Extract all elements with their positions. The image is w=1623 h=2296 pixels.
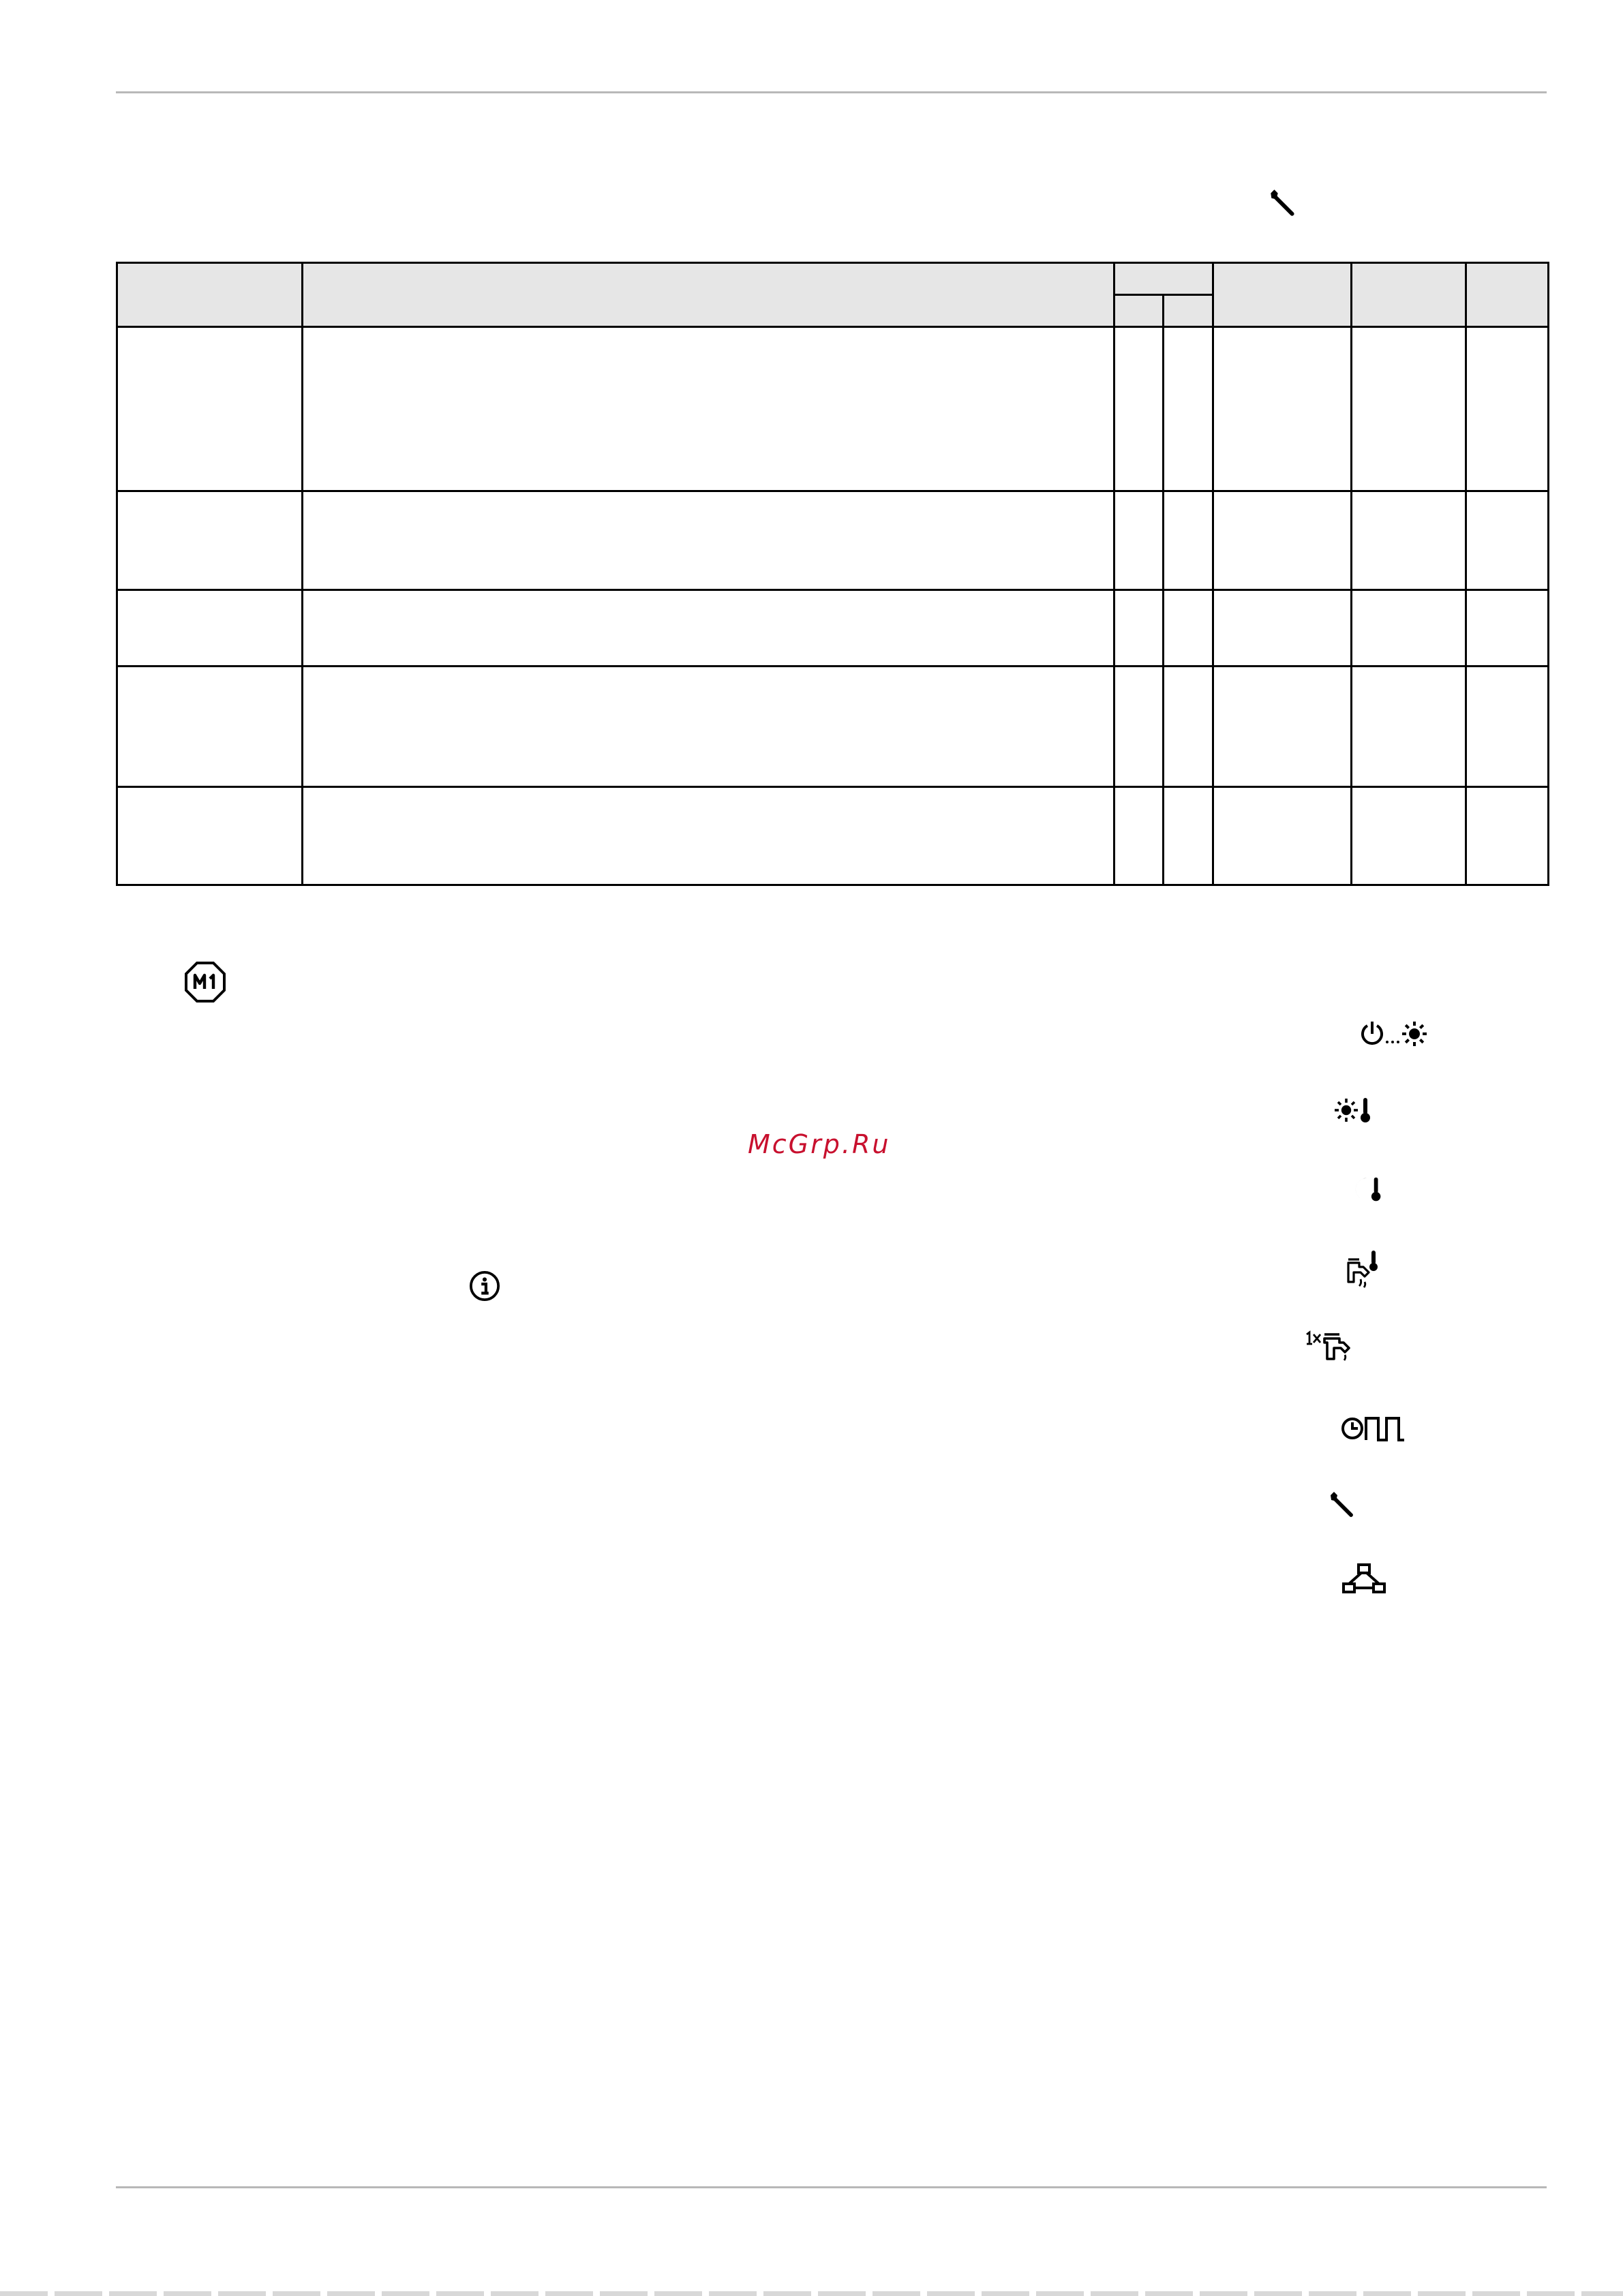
table-row <box>117 786 1549 885</box>
header-cell-group <box>1114 263 1213 295</box>
table-row <box>117 590 1549 666</box>
power-to-sun-icon <box>1360 1019 1428 1049</box>
parameter-table <box>116 262 1549 886</box>
table-row <box>117 491 1549 590</box>
info-circle-icon <box>469 1270 500 1302</box>
top-rule <box>116 91 1547 93</box>
watermark: McGrp.Ru <box>748 1129 891 1159</box>
page-bottom-strip <box>0 2291 1623 2296</box>
table-row <box>117 667 1549 786</box>
wrench-icon <box>1266 185 1301 219</box>
moon-thermometer-icon <box>1352 1176 1386 1203</box>
single-hot-water-tap-icon <box>1304 1329 1359 1362</box>
header-cell-default <box>1352 263 1466 327</box>
header-cell-range <box>1213 263 1352 327</box>
header-cell-parameter <box>117 263 303 327</box>
header-subcell-a <box>1114 295 1164 327</box>
m1-octagon-icon <box>185 962 226 1002</box>
network-icon <box>1339 1562 1389 1600</box>
wrench-icon <box>1326 1488 1359 1520</box>
header-cell-description <box>303 263 1114 327</box>
header-cell-unit <box>1466 263 1549 327</box>
hot-water-temperature-icon <box>1346 1249 1380 1289</box>
header-subcell-b <box>1164 295 1213 327</box>
bottom-rule <box>116 2186 1547 2188</box>
sun-thermometer-icon <box>1334 1097 1372 1124</box>
table-row <box>117 327 1549 491</box>
clock-pulse-icon <box>1340 1414 1408 1443</box>
